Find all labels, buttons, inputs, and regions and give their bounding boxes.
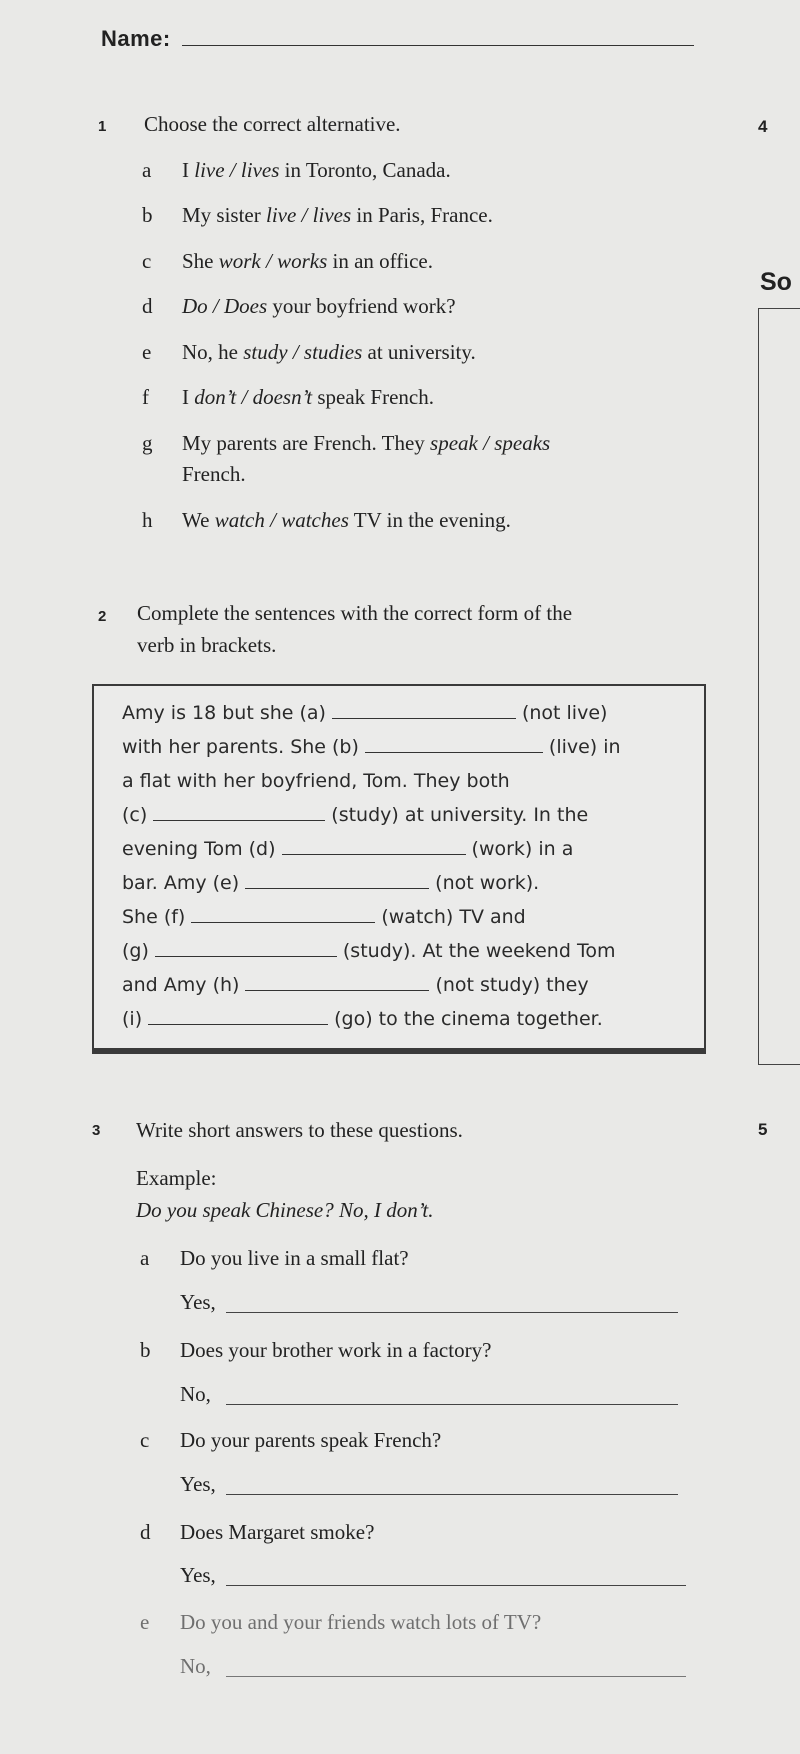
question-text: Does your brother work in a factory? — [180, 1338, 492, 1362]
question-text: Do your parents speak French? — [180, 1428, 442, 1452]
answer-options[interactable]: study / studies — [243, 340, 363, 364]
gap-text: (g) — [122, 940, 149, 962]
q3-answer-line-a[interactable] — [226, 1312, 678, 1313]
q3-answer-line-c[interactable] — [226, 1494, 678, 1495]
answer-options[interactable]: work / works — [218, 249, 328, 273]
q1-item-a — [142, 158, 451, 183]
item-text: I — [182, 158, 195, 182]
item-text: in an office. — [327, 249, 434, 273]
gap-blank-h[interactable] — [245, 989, 429, 991]
side-margin-label: So — [760, 268, 792, 296]
item-letter: e — [140, 1610, 150, 1634]
gap-line-d — [122, 838, 573, 860]
name-label: Name: — [101, 26, 171, 51]
item-text: in Paris, France. — [351, 203, 493, 227]
q3-score: 5 — [758, 1120, 768, 1139]
gap-blank-d[interactable] — [282, 853, 466, 855]
item-letter: b — [140, 1338, 151, 1362]
gap-line-c — [122, 804, 588, 826]
item-letter: h — [142, 508, 153, 532]
q3-item-b — [140, 1338, 491, 1363]
gap-text: (not study) they — [435, 974, 589, 996]
q3-answer-start-d: Yes, — [180, 1563, 216, 1587]
item-text: TV in the evening. — [348, 508, 511, 532]
gap-line-b — [122, 736, 621, 758]
q3-answer-line-b[interactable] — [226, 1404, 678, 1405]
answer-options[interactable]: don’t / doesn’t — [194, 385, 313, 409]
q3-answer-start-e: No, — [180, 1654, 211, 1678]
q3-item-e — [140, 1610, 541, 1635]
gap-line-h — [122, 974, 589, 996]
item-text: She — [182, 249, 219, 273]
gap-text: (study). At the weekend Tom — [342, 940, 616, 962]
example-italic: Do you speak Chinese? No, I don’t. — [136, 1198, 434, 1222]
q1-item-d — [142, 294, 456, 319]
q1-item-e — [142, 340, 476, 365]
q3-answer-line-d[interactable] — [226, 1585, 686, 1586]
q2-instruction-line1: Complete the sentences with the correct form of the — [137, 601, 573, 625]
q3-answer-start-c: Yes, — [180, 1472, 216, 1496]
q1-item-b — [142, 203, 493, 228]
item-letter: g — [142, 431, 153, 455]
q3-answer-line-e[interactable] — [226, 1676, 686, 1677]
gap-text: and Amy (h) — [122, 974, 240, 996]
q2-number: 2 — [98, 608, 107, 625]
item-text: No, he — [182, 340, 244, 364]
q3-example-label: Example: — [136, 1166, 217, 1190]
gap-line-i — [122, 1008, 603, 1030]
item-letter: b — [142, 203, 153, 227]
answer-options[interactable]: live / lives — [266, 203, 352, 227]
gap-text: (not live) — [521, 702, 608, 724]
gap-text: (work) in a — [471, 838, 574, 860]
q3-item-d — [140, 1520, 374, 1545]
gap-text: (not work). — [435, 872, 540, 894]
item-text: your boyfriend work? — [267, 294, 456, 318]
item-letter: a — [140, 1246, 150, 1270]
q3-example-text — [136, 1198, 433, 1223]
gap-text: Amy is 18 but she (a) — [122, 702, 326, 724]
q3-answer-start-a: Yes, — [180, 1290, 216, 1314]
answer-options[interactable]: speak / speaks — [430, 431, 551, 455]
item-text: My parents are French. They — [182, 431, 431, 455]
question-text: Do you and your friends watch lots of TV? — [180, 1610, 542, 1634]
gap-text: bar. Amy (e) — [122, 872, 240, 894]
gap-text: She (f) — [122, 906, 186, 928]
item-text: I — [182, 385, 195, 409]
q1-item-f — [142, 385, 434, 410]
gap-line-g — [122, 940, 615, 962]
gap-text: (watch) TV and — [381, 906, 526, 928]
item-letter: a — [142, 158, 152, 182]
item-text: speak French. — [312, 385, 434, 409]
gap-text: a flat with her boyfriend, Tom. They both — [122, 770, 510, 792]
gap-text: (i) — [122, 1008, 143, 1030]
q1-item-c — [142, 249, 433, 274]
gap-blank-f[interactable] — [191, 921, 375, 923]
item-letter: d — [142, 294, 153, 318]
side-score-box — [758, 308, 800, 1065]
q2-gap-fill-box — [92, 684, 706, 1054]
item-text: in Toronto, Canada. — [279, 158, 451, 182]
item-letter: d — [140, 1520, 151, 1544]
question-text: Do you live in a small flat? — [180, 1246, 409, 1270]
gap-text: (c) — [122, 804, 148, 826]
item-letter: e — [142, 340, 152, 364]
q1-item-g — [142, 431, 550, 456]
q1-item-g-continued: French. — [182, 462, 246, 486]
q3-item-c — [140, 1428, 441, 1453]
gap-blank-i[interactable] — [148, 1023, 328, 1025]
item-letter: f — [142, 385, 149, 409]
q1-score: 4 — [758, 117, 768, 136]
q1-item-h — [142, 508, 511, 533]
q3-instruction: Write short answers to these questions. — [136, 1118, 463, 1142]
question-text: Does Margaret smoke? — [180, 1520, 375, 1544]
gap-line-f — [122, 906, 526, 928]
gap-blank-e[interactable] — [245, 887, 429, 889]
answer-options[interactable]: watch / watches — [214, 508, 349, 532]
gap-text: with her parents. She (b) — [122, 736, 359, 758]
item-letter: c — [142, 249, 152, 273]
q3-answer-start-b: No, — [180, 1382, 211, 1406]
q1-number: 1 — [98, 118, 107, 135]
q3-item-a — [140, 1246, 409, 1271]
gap-blank-c[interactable] — [153, 819, 325, 821]
gap-blank-g[interactable] — [155, 955, 337, 957]
gap-line-a — [122, 702, 607, 724]
item-text: My sister — [182, 203, 266, 227]
q2-instruction-line2: verb in brackets. — [137, 633, 277, 657]
gap-blank-b[interactable] — [365, 751, 543, 753]
gap-line-e — [122, 872, 539, 894]
item-text: at university. — [362, 340, 476, 364]
gap-text: (study) at university. In the — [331, 804, 589, 826]
answer-options[interactable]: live / lives — [194, 158, 280, 182]
item-letter: c — [140, 1428, 150, 1452]
item-text: We — [182, 508, 215, 532]
answer-options[interactable]: Do / Does — [182, 294, 268, 318]
q1-instruction: Choose the correct alternative. — [144, 112, 401, 136]
gap-text: evening Tom (d) — [122, 838, 276, 860]
gap-blank-a[interactable] — [332, 717, 516, 719]
gap-text: (live) in — [548, 736, 621, 758]
gap-line-plain — [122, 770, 510, 792]
name-field-line[interactable] — [182, 45, 694, 46]
q3-number: 3 — [92, 1122, 101, 1139]
gap-text: (go) to the cinema together. — [334, 1008, 603, 1030]
